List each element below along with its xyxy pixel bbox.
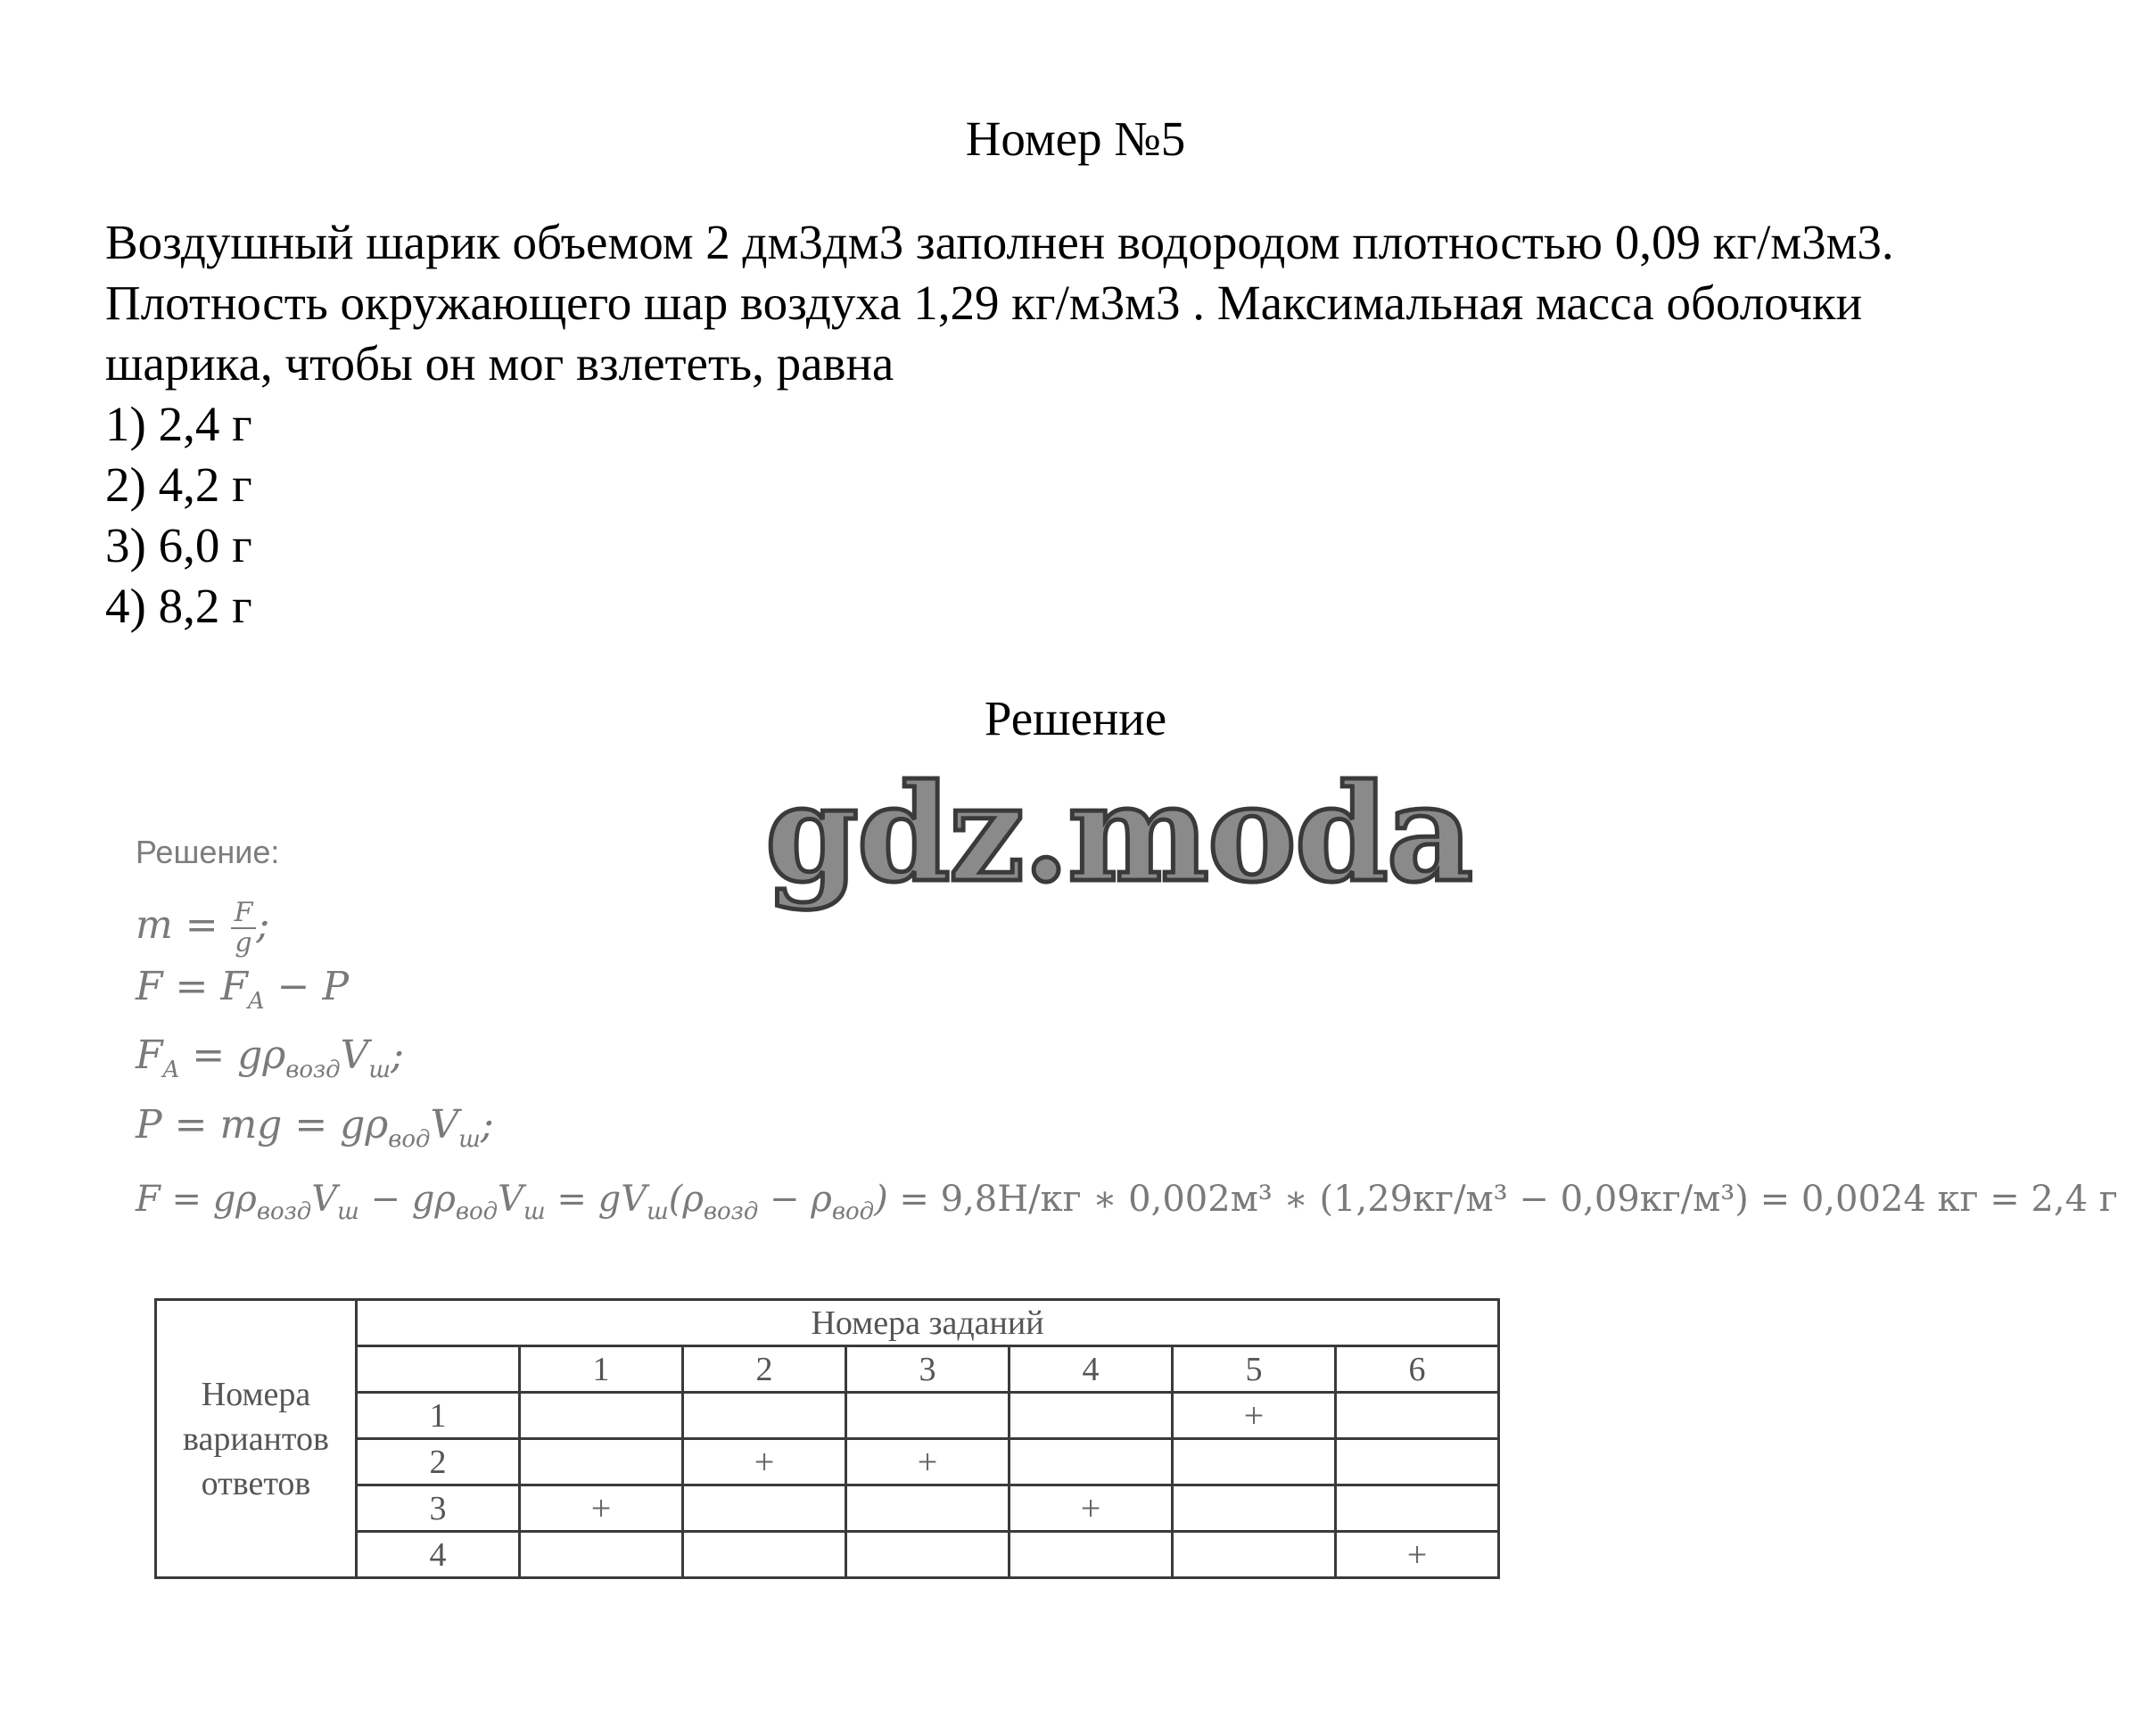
- formula-part: = gρ: [179, 1033, 286, 1078]
- answer-option-3: 3) 6,0 г: [105, 518, 252, 572]
- table-cell: [520, 1532, 683, 1578]
- table-cell: [1173, 1485, 1336, 1532]
- answer-option-2: 2) 4,2 г: [105, 457, 252, 512]
- formula-weight: P = mg = $g\rho_{вод}V_ш$;: [136, 1102, 494, 1153]
- table-row: [156, 1439, 1499, 1485]
- row-label: 4: [357, 1532, 520, 1578]
- column-header: 4: [1010, 1346, 1173, 1393]
- column-header: 2: [683, 1346, 846, 1393]
- formula-part: = 9,8Н/кг ∗ 0,002м³ ∗ (1,29кг/м³ − 0,09кг/м³) = 0,0024 кг = 2,4 г: [887, 1179, 2118, 1220]
- problem-line: Воздушный шарик объемом 2 дм3дм3 заполнен водородом плотностью 0,09 кг/м3м3.: [105, 215, 1894, 269]
- problem-line: шарика, чтобы он мог взлететь, равна: [105, 336, 894, 391]
- table-cell: +: [520, 1485, 683, 1532]
- table-cell: +: [1173, 1393, 1336, 1439]
- table-cell: [683, 1532, 846, 1578]
- row-label: 2: [357, 1439, 520, 1485]
- formula-sub: ш: [458, 1125, 481, 1153]
- side-label-line: Номера: [201, 1375, 311, 1413]
- table-cell: [1173, 1439, 1336, 1485]
- formula-sub: ш: [368, 1056, 391, 1083]
- table-cell: +: [1010, 1485, 1173, 1532]
- corner-cell: [357, 1346, 520, 1393]
- solution-label: Решение:: [136, 834, 280, 870]
- formula-archimedes: $F_A = g\rho_{возд}V_ш$;: [136, 1033, 404, 1083]
- table-cell: [846, 1485, 1010, 1532]
- formula-part: V: [430, 1102, 459, 1148]
- fraction: $\frac{F}{g}$: [231, 899, 257, 957]
- table-cell: [1010, 1439, 1173, 1485]
- page-title: Номер №5: [965, 111, 1186, 166]
- answer-option-4: 4) 8,2 г: [105, 579, 252, 633]
- table-row: [156, 1485, 1499, 1532]
- row-label: 1: [357, 1393, 520, 1439]
- watermark-logo: gdz.moda: [765, 755, 1472, 912]
- table-cell: [1336, 1439, 1499, 1485]
- table-cell: [846, 1393, 1010, 1439]
- table-row: [156, 1532, 1499, 1578]
- formula-sub: возд: [285, 1056, 341, 1083]
- table-cell: [1010, 1393, 1173, 1439]
- side-label-line: вариантов: [183, 1419, 329, 1458]
- table-cell: [520, 1393, 683, 1439]
- problem-line: Плотность окружающего шар воздуха 1,29 кг/м3м3 . Максимальная масса оболочки: [105, 276, 1863, 330]
- formula-sub: A: [162, 1056, 180, 1083]
- problem-text: [105, 212, 2112, 637]
- formula-result: $F = g\rho_{возд}V_ш - g\rho_{вод}V_ш = gV_ш(\rho_{возд} - \rho_{вод}) = 9,8Н/кг$ ∗ 0,002м³ ∗ (1,29кг/м³ − 0,09кг/м³) = 0,0024 кг = 2,4 г: [136, 1179, 2118, 1225]
- formula-sub: A: [247, 987, 265, 1015]
- table-cell: +: [683, 1439, 846, 1485]
- column-header: 1: [520, 1346, 683, 1393]
- row-label: 3: [357, 1485, 520, 1532]
- side-label-line: ответов: [201, 1464, 311, 1502]
- formula-sub: вод: [388, 1125, 431, 1153]
- formula-part: F = F: [136, 964, 248, 1009]
- column-header: 6: [1336, 1346, 1499, 1393]
- formula-part: F: [136, 1033, 163, 1078]
- table-header: Номера заданий: [357, 1300, 1499, 1346]
- table-cell: [1336, 1393, 1499, 1439]
- formula-mass: m = $\frac{F}{g}$ ;: [136, 897, 270, 959]
- table-row: [156, 1393, 1499, 1439]
- column-header: 3: [846, 1346, 1010, 1393]
- answer-table: [154, 1298, 1500, 1579]
- table-cell: +: [1336, 1532, 1499, 1578]
- table-cell: [1173, 1532, 1336, 1578]
- table-cell: [683, 1393, 846, 1439]
- formula-part: F = gρ: [136, 1179, 257, 1220]
- table-cell: [1336, 1485, 1499, 1532]
- side-label: [156, 1300, 357, 1578]
- table-cell: [1010, 1532, 1173, 1578]
- column-header: 5: [1173, 1346, 1336, 1393]
- formula-part: P = mg = gρ: [136, 1102, 389, 1148]
- formula-part: V: [340, 1033, 369, 1078]
- formula-force: [136, 964, 350, 1015]
- formula-part: − P: [264, 964, 350, 1009]
- table-cell: [846, 1532, 1010, 1578]
- table-cell: +: [846, 1439, 1010, 1485]
- table-cell: [683, 1485, 846, 1532]
- table-cell: [520, 1439, 683, 1485]
- answer-option-1: 1) 2,4 г: [105, 397, 252, 451]
- solution-heading: Решение: [984, 691, 1167, 745]
